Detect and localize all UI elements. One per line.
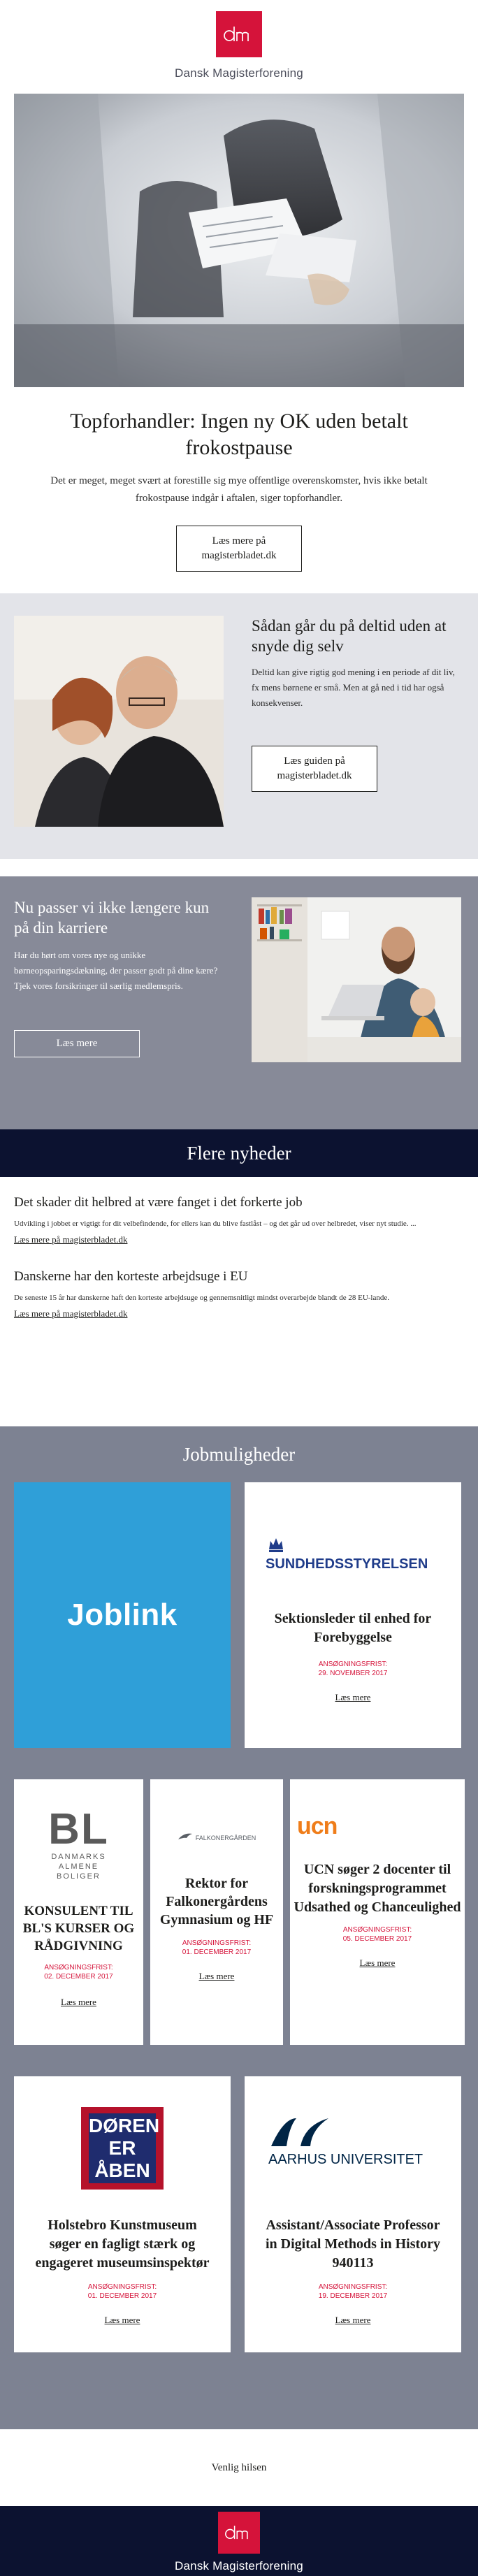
job-logo-text: DØREN ER ÅBEN: [89, 2113, 156, 2183]
job-deadline-label: ANSØGNINGSFRIST:: [87, 2283, 157, 2291]
news-text: Udvikling i jobbet er vigtigt for dit velbefindende, for ellers kan du blive fastlåst – og det går ud over helbredet, viser nyt studie. ...: [14, 1220, 417, 1228]
deltid-text: Deltid kan give rigtig god mening i en periode af dit liv, fx mens børnene er små. Men at gå ned i tid har også konsekvenser.: [252, 667, 455, 708]
news-item: [14, 1268, 464, 1321]
more-news-list: [0, 1177, 478, 1426]
news-title[interactable]: Det skader dit helbred at være fanget i det forkerte job: [14, 1195, 303, 1210]
job-card[interactable]: [14, 2076, 231, 2352]
deltid-guide-button[interactable]: Læs guiden på magisterbladet.dk: [252, 746, 377, 792]
job-deadline: 02. DECEMBER 2017: [44, 1973, 113, 1981]
job-card[interactable]: [290, 1779, 465, 2045]
job-logo-text: SUNDHEDSSTYRELSEN: [266, 1556, 428, 1572]
dm-logo-mark: [224, 2523, 254, 2542]
job-title: Holstebro Kunstmuseum søger en fagligt stærk og engageret museumsinspektør: [35, 2217, 210, 2271]
crown-icon: [267, 1535, 285, 1554]
news-item: [14, 1194, 464, 1247]
job-logo-text: BL: [48, 1805, 109, 1853]
job-card[interactable]: [150, 1779, 283, 2045]
job-title: Sektionsleder til enhed for Forebyggelse: [274, 1611, 432, 1645]
job-read-more-link[interactable]: Læs mere: [335, 2315, 371, 2325]
father-child-photo: [252, 897, 461, 1062]
joblink-logo-text: Joblink: [67, 1598, 178, 1632]
job-deadline: 19. DECEMBER 2017: [318, 2292, 388, 2300]
news-title[interactable]: Danskerne har den korteste arbejdsuge i EU: [14, 1269, 248, 1284]
job-card[interactable]: [245, 2076, 461, 2352]
footer-brand-name: Dansk Magisterforening: [175, 2559, 303, 2573]
deltid-image[interactable]: [14, 616, 224, 827]
job-read-more-link[interactable]: Læs mere: [335, 1692, 371, 1702]
job-deadline: 05. DECEMBER 2017: [342, 1935, 412, 1943]
news-text: De seneste 15 år har danskerne haft den korteste arbejdsuge og gennemsnitligt mindst overarbejde blandt de 28 EU-lande.: [14, 1294, 389, 1302]
more-news-title: Flere nyheder: [187, 1142, 291, 1164]
job-title: KONSULENT TIL BL'S KURSER OG RÅDGIVNING: [22, 1904, 135, 1953]
jobs-section: [0, 1426, 478, 2429]
au-seal-icon: [268, 2115, 345, 2149]
job-read-more-link[interactable]: Læs mere: [198, 1971, 235, 1981]
jobs-heading: Jobmuligheder: [182, 1444, 296, 1465]
deltid-title: Sådan går du på deltid uden at snyde dig selv: [252, 617, 447, 655]
header: [0, 0, 478, 94]
job-title: Rektor for Falkonergårdens Gymnasium og HF: [159, 1876, 274, 1927]
job-deadline-label: ANSØGNINGSFRIST:: [44, 1964, 113, 1971]
job-card[interactable]: [14, 1779, 143, 2045]
job-deadline-label: ANSØGNINGSFRIST:: [318, 1660, 388, 1668]
deltid-section: [0, 593, 478, 859]
job-deadline-label: ANSØGNINGSFRIST:: [342, 1926, 412, 1934]
hero-text: Det er meget, meget svært at forestille sig mye offentlige overenskomster, hvis ikke betalt frokostpause indgår i aftalen, siger topforhandler.: [50, 475, 428, 504]
job-deadline: 29. NOVEMBER 2017: [318, 1670, 388, 1677]
news-read-more-link[interactable]: Læs mere på magisterbladet.dk: [14, 1308, 128, 1319]
falkonergaarden-logo: [150, 1817, 283, 1859]
dm-logo-mark: [223, 24, 255, 45]
karriere-title: Nu passer vi ikke længere kun på din karriere: [14, 899, 210, 936]
job-deadline: 01. DECEMBER 2017: [87, 2292, 157, 2300]
falcon-icon: [178, 1832, 193, 1844]
karriere-text: Har du hørt om vores nye og unikke børneopsparingsdækning, der passer godt på dine kære? Tjek vores forsikringer til særlig medlemspris.: [14, 950, 218, 991]
karriere-content: [14, 897, 224, 1057]
hero-read-more-button[interactable]: Læs mere på magisterbladet.dk: [176, 526, 302, 572]
hero-image[interactable]: [14, 94, 464, 387]
joblink-card[interactable]: [14, 1482, 231, 1748]
karriere-image[interactable]: [252, 897, 461, 1062]
dm-logo[interactable]: [218, 2512, 260, 2554]
job-card[interactable]: [245, 1482, 461, 1748]
news-read-more-link[interactable]: Læs mere på magisterbladet.dk: [14, 1234, 128, 1245]
sundhedsstyrelsen-logo: [245, 1535, 461, 1577]
aarhus-logo: [245, 2115, 461, 2178]
job-read-more-link[interactable]: Læs mere: [61, 1997, 96, 2007]
karriere-section: [0, 876, 478, 1129]
bl-logo: [14, 1805, 143, 1887]
job-deadline: 01. DECEMBER 2017: [182, 1948, 252, 1956]
meeting-photo: [14, 94, 464, 387]
job-logo-text: ucn: [297, 1813, 338, 1839]
footer: [0, 2506, 478, 2576]
holstebro-logo: [81, 2107, 164, 2190]
job-title: UCN søger 2 docenter til forskningsprogrammet Udsathed og Chanceulighed: [294, 1862, 461, 1915]
deltid-content: [252, 616, 464, 792]
greeting: Venlig hilsen: [0, 2429, 478, 2506]
dm-logo[interactable]: [216, 11, 262, 57]
hero-title: Topforhandler: Ingen ny OK uden betalt frokostpause: [70, 410, 408, 459]
job-logo-text: AARHUS UNIVERSITET: [268, 2152, 423, 2167]
hero-article: [0, 387, 478, 593]
ucn-logo: [290, 1813, 465, 1841]
job-deadline-label: ANSØGNINGSFRIST:: [182, 1939, 252, 1947]
brand-name: Dansk Magisterforening: [175, 66, 303, 80]
job-logo-subtext: DANMARKS ALMENE BOLIGER: [51, 1853, 106, 1881]
job-deadline-label: ANSØGNINGSFRIST:: [318, 2283, 388, 2291]
more-news-heading: [0, 1129, 478, 1177]
karriere-read-more-button[interactable]: Læs mere: [14, 1030, 140, 1057]
job-title: Assistant/Associate Professor in Digital Methods in History 940113: [266, 2217, 441, 2271]
couple-photo: [14, 616, 224, 827]
job-read-more-link[interactable]: Læs mere: [104, 2315, 140, 2325]
job-logo-text: FALKONERGÅRDEN: [195, 1835, 256, 1841]
job-read-more-link[interactable]: Læs mere: [359, 1958, 396, 1968]
